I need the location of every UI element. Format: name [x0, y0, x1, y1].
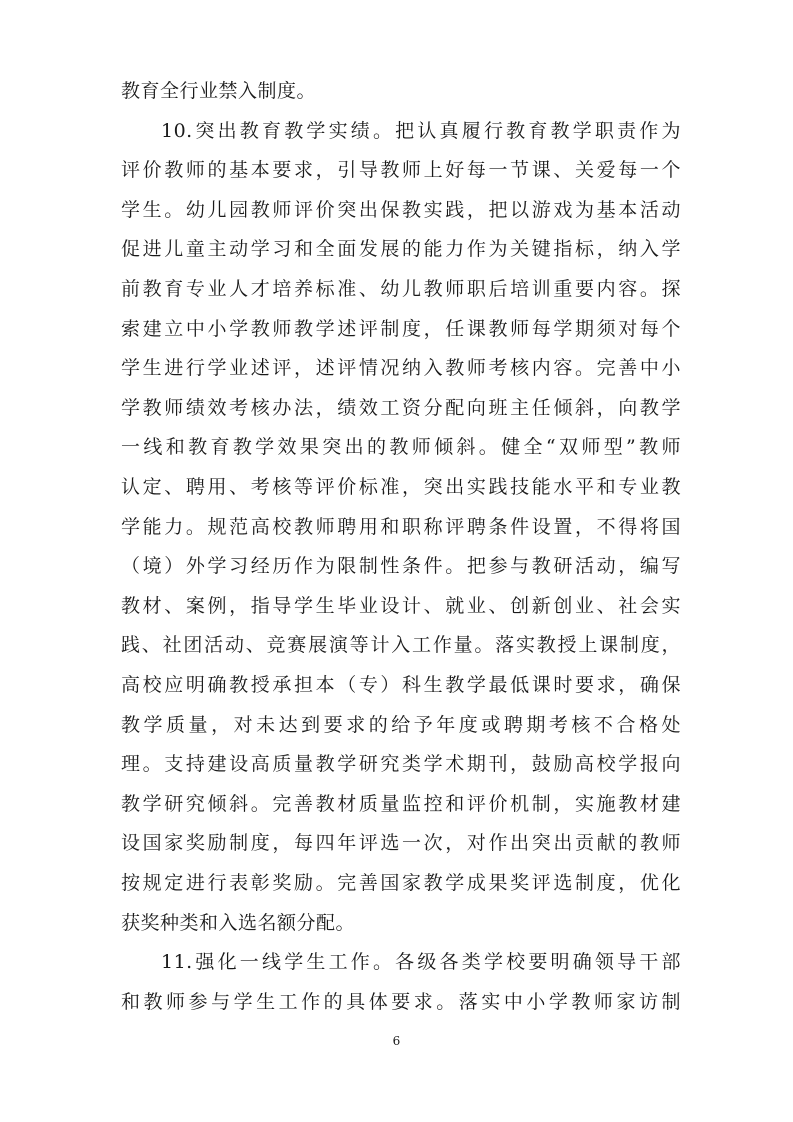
- text-line: 教材、案例，指导学生毕业设计、就业、创新创业、社会实: [121, 594, 681, 617]
- text-line: 评价教师的基本要求，引导教师上好每一节课、关爱每一个: [121, 159, 681, 182]
- paragraph-11-heading-line: 11.强化一线学生工作。各级各类学校要明确领导干部: [161, 951, 681, 974]
- text-line: 促进儿童主动学习和全面发展的能力作为关键指标，纳入学: [121, 238, 681, 261]
- text-line: 教育全行业禁入制度。: [121, 80, 317, 102]
- text-line: 按规定进行表彰奖励。完善国家教学成果奖评选制度，优化: [121, 872, 681, 894]
- text-line: 学教师绩效考核办法，绩效工资分配向班主任倾斜，向教学: [121, 396, 681, 419]
- text-line: 前教育专业人才培养标准、幼儿教师职后培训重要内容。探: [121, 278, 681, 300]
- text-line: 认定、聘用、考核等评价标准，突出实践技能水平和专业教: [121, 476, 681, 498]
- text-line: 理。支持建设高质量教学研究类学术期刊，鼓励高校学报向: [121, 753, 681, 776]
- text-line: 设国家奖励制度，每四年评选一次，对作出突出贡献的教师: [121, 832, 681, 855]
- text-line: 学能力。规范高校教师聘用和职称评聘条件设置，不得将国: [121, 515, 681, 538]
- text-line: 教学质量，对未达到要求的给予年度或聘期考核不合格处: [121, 713, 681, 736]
- page-number: 6: [392, 1034, 401, 1048]
- text-line: （境）外学习经历作为限制性条件。把参与教研活动，编写: [121, 555, 681, 578]
- paragraph-10-heading-line: 10.突出教育教学实绩。把认真履行教育教学职责作为: [161, 119, 681, 142]
- text-line: 践、社团活动、竞赛展演等计入工作量。落实教授上课制度，: [121, 634, 681, 657]
- text-line: 和教师参与学生工作的具体要求。落实中小学教师家访制: [121, 990, 681, 1013]
- text-line: 学生。幼儿园教师评价突出保教实践，把以游戏为基本活动: [121, 198, 681, 221]
- text-line: 获奖种类和入选名额分配。: [121, 911, 356, 934]
- text-line: 一线和教育教学效果突出的教师倾斜。健全“双师型”教师: [121, 436, 681, 459]
- text-line: 学生进行学业述评，述评情况纳入教师考核内容。完善中小: [121, 357, 681, 380]
- text-line: 索建立中小学教师教学述评制度，任课教师每学期须对每个: [121, 317, 681, 340]
- text-line: 教学研究倾斜。完善教材质量监控和评价机制，实施教材建: [121, 792, 681, 815]
- text-line: 高校应明确教授承担本（专）科生教学最低课时要求，确保: [121, 674, 681, 696]
